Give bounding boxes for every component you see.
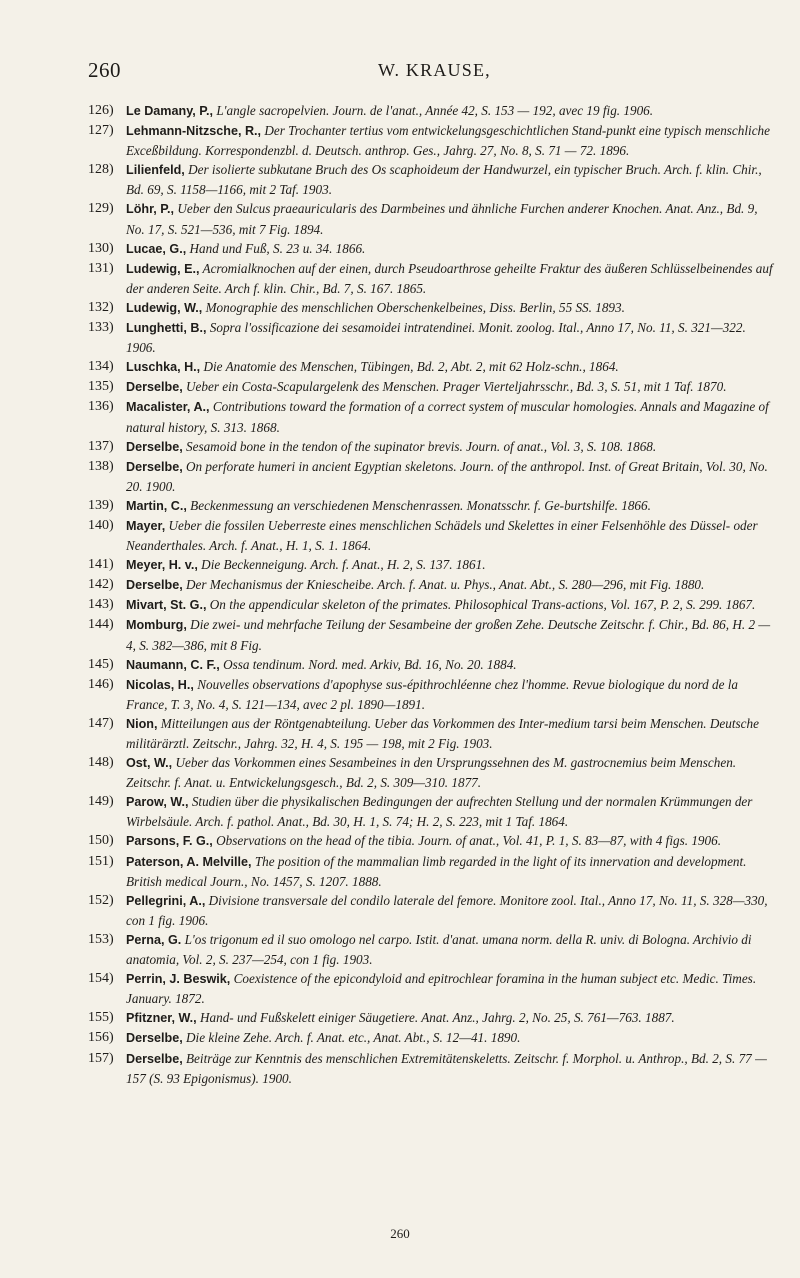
running-title: W. KRAUSE, xyxy=(378,60,491,80)
bibliography-entry xyxy=(88,555,778,575)
entry-number: 133) xyxy=(88,320,114,336)
entry-reference: Acromialknochen auf der einen, durch Pseudoarthrose geheilte Fraktur des äußeren Schlüsselbeinendes auf der anderen Seite. Arch f. klin. Chir., Bd. 7, S. 167. 1865. xyxy=(126,260,773,296)
bibliography-entry xyxy=(88,516,778,555)
entry-author: Derselbe, xyxy=(126,578,183,593)
entry-author: Nion, xyxy=(126,716,158,731)
bibliography-entry xyxy=(88,891,778,930)
entry-number: 146) xyxy=(88,676,114,692)
entry-number: 144) xyxy=(88,617,114,633)
bibliography-entry xyxy=(88,298,778,318)
entry-number: 140) xyxy=(88,517,114,533)
entry-number: 128) xyxy=(88,162,114,178)
entry-number: 130) xyxy=(88,240,114,256)
bibliography-entry xyxy=(88,930,778,969)
entry-reference: Ueber ein Costa-Scapulargelenk des Menschen. Prager Vierteljahrsschr., Bd. 3, S. 51, mit 1 Taf. 1870. xyxy=(182,379,727,395)
entry-author: Macalister, A., xyxy=(126,400,210,415)
bibliography-entry xyxy=(88,377,778,397)
entry-number: 137) xyxy=(88,438,114,454)
entry-number: 156) xyxy=(88,1030,114,1046)
bibliography-entry xyxy=(88,575,778,595)
entry-author: Lilienfeld, xyxy=(126,163,185,178)
entry-number: 127) xyxy=(88,123,114,139)
entry-reference: Divisione transversale del condilo laterale del femore. Monitore zool. Ital., Anno 17, No. 11, S. 328—330, con 1 fig. 1906. xyxy=(126,892,768,928)
entry-reference: Die Anatomie des Menschen, Tübingen, Bd. 2, Abt. 2, mit 62 Holz-schn., 1864. xyxy=(200,359,619,375)
entry-number: 134) xyxy=(88,359,114,375)
entry-author: Perna, G. xyxy=(126,932,182,947)
page-number: 260 xyxy=(88,58,121,82)
entry-author: Meyer, H. v., xyxy=(126,558,198,573)
entry-author: Momburg, xyxy=(126,618,187,633)
entry-reference: Die Beckenneigung. Arch. f. Anat., H. 2, S. 137. 1861. xyxy=(197,557,486,573)
entry-author: Parsons, F. G., xyxy=(126,834,213,849)
entry-reference: Die kleine Zehe. Arch. f. Anat. etc., Anat. Abt., S. 12—41. 1890. xyxy=(182,1030,521,1046)
entry-author: Paterson, A. Melville, xyxy=(126,854,252,869)
entry-number: 132) xyxy=(88,299,114,315)
entry-number: 147) xyxy=(88,715,114,731)
bibliography-entry xyxy=(88,357,778,377)
entry-reference: Der Trochanter tertius vom entwickelungsgeschichtlichen Stand-punkt eine typisch menschliche Exceßbildung. Korrespondenzbl. d. Deutsch. anthrop. Ges., Jahrg. 27, No. 8, S. 71 — 72. 1896. xyxy=(126,123,770,159)
entry-author: Pfitzner, W., xyxy=(126,1011,197,1026)
entry-number: 142) xyxy=(88,577,114,593)
entry-author: Derselbe, xyxy=(126,1051,183,1066)
bibliography-entry xyxy=(88,969,778,1008)
bibliography-entry xyxy=(88,615,778,654)
bibliography-entry xyxy=(88,655,778,675)
entry-reference: Mitteilungen aus der Röntgenabteilung. Ueber das Vorkommen des Inter-medium tarsi beim Menschen. Deutsche militärärztl. Zeitschr., Jahrg. 32, H. 4, S. 195 — 198, mit 2 Fig. 1903. xyxy=(126,715,759,751)
entry-author: Naumann, C. F., xyxy=(126,657,220,672)
entry-number: 145) xyxy=(88,656,114,672)
entry-reference: On the appendicular skeleton of the primates. Philosophical Trans-actions, Vol. 167, P. 2, S. 299. 1867. xyxy=(206,597,756,613)
bibliography-entry xyxy=(88,1008,778,1028)
entry-number: 139) xyxy=(88,497,114,513)
entry-number: 135) xyxy=(88,379,114,395)
entry-reference: Studien über die physikalischen Bedingungen der aufrechten Stellung und der normalen Krümmungen der Wirbelsäule. Arch. f. pathol. Anat., Bd. 30, H. 1, S. 74; H. 2, S. 223, mit 1 Taf. 1864. xyxy=(126,794,753,830)
entry-reference: Ueber das Vorkommen eines Sesambeines in den Ursprungssehnen des M. gastrocnemius beim Menschen. Zeitschr. f. Anat. u. Entwickelungsgesch., Bd. 2, S. 309—310. 1877. xyxy=(126,755,737,791)
entry-number: 143) xyxy=(88,597,114,613)
bibliography-entry xyxy=(88,1049,778,1088)
bibliography-entry xyxy=(88,259,778,298)
entry-author: Mayer, xyxy=(126,518,166,533)
bibliography-entry xyxy=(88,595,778,615)
entry-number: 152) xyxy=(88,892,114,908)
entry-reference: Sesamoid bone in the tendon of the supinator brevis. Journ. of anat., Vol. 3, S. 108. 1868. xyxy=(182,438,657,454)
entry-reference: Hand- und Fußskelett einiger Säugetiere. Anat. Anz., Jahrg. 2, No. 25, S. 761—763. 1887. xyxy=(196,1010,675,1026)
bibliography-entry xyxy=(88,318,778,357)
entry-author: Derselbe, xyxy=(126,1031,183,1046)
page-header xyxy=(88,58,768,86)
entry-reference: Monographie des menschlichen Oberschenkelbeines, Diss. Berlin, 55 SS. 1893. xyxy=(202,299,625,315)
bibliography-entry xyxy=(88,714,778,753)
entry-author: Lehmann-Nitzsche, R., xyxy=(126,124,262,139)
bibliography-entry xyxy=(88,239,778,259)
entry-author: Lucae, G., xyxy=(126,241,187,256)
entry-number: 149) xyxy=(88,794,114,810)
entry-reference: Ueber die fossilen Ueberreste eines menschlichen Schädels und Skelettes in einer Felsenhöhle des Düssel- oder Neanderthales. Arch. f. Anat., H. 1, S. 1. 1864. xyxy=(126,517,758,554)
entry-reference: Contributions toward the formation of a correct system of muscular homologies. Annals and Magazine of natural history, S. 313. 1868. xyxy=(126,399,769,435)
entry-number: 131) xyxy=(88,260,114,276)
bibliography-entry xyxy=(88,199,778,238)
bibliography-entry xyxy=(88,496,778,516)
bibliography-list xyxy=(88,101,778,1088)
entry-reference: Ueber den Sulcus praeauricularis des Darmbeines und ähnliche Furchen anderer Knochen. Anat. Anz., Bd. 9, No. 17, S. 521—536, mit 7 Fig. 1894. xyxy=(126,201,758,237)
entry-number: 157) xyxy=(88,1050,114,1066)
bibliography-entry xyxy=(88,437,778,457)
entry-reference: Sopra l'ossificazione dei sesamoidei intratendinei. Monit. zoolog. Ital., Anno 17, No. 11, S. 321—322. 1906. xyxy=(126,320,746,356)
entry-reference: Der isolierte subkutane Bruch des Os scaphoideum der Handwurzel, ein typischer Bruch. Arch. f. klin. Chir., Bd. 69, S. 1158—1166, mit 2 Taf. 1903. xyxy=(126,162,762,198)
entry-reference: L'os trigonum ed il suo omologo nel carpo. Istit. d'anat. umana norm. della R. univ. di Bologna. Archivio di anatomia, Vol. 2, S. 237—254, con 1 fig. 1903. xyxy=(126,931,752,968)
bibliography-entry xyxy=(88,852,778,891)
entry-reference: Hand und Fuß, S. 23 u. 34. 1866. xyxy=(186,240,366,256)
entry-number: 138) xyxy=(88,458,114,474)
entry-author: Lunghetti, B., xyxy=(126,321,207,336)
entry-reference: Nouvelles observations d'apophyse sus-épithrochléenne chez l'homme. Revue biologique du nord de la France, T. 3, No. 4, S. 121—134, avec 2 pl. 1890—1891. xyxy=(126,676,739,712)
entry-reference: Observations on the head of the tibia. Journ. of anat., Vol. 41, P. 1, S. 83—87, with 4 figs. 1906. xyxy=(212,833,721,849)
entry-number: 126) xyxy=(88,103,114,118)
entry-reference: Ossa tendinum. Nord. med. Arkiv, Bd. 16, No. 20. 1884. xyxy=(219,656,517,672)
bibliography-entry xyxy=(88,121,778,160)
bibliography-entry xyxy=(88,457,778,496)
entry-author: Ludewig, E., xyxy=(126,261,200,276)
entry-reference: Beiträge zur Kenntnis des menschlichen Extremitätenskeletts. Zeitschr. f. Morphol. u. Anthrop., Bd. 2, S. 77 — 157 (S. 93 Epigonismus). 1900. xyxy=(126,1050,767,1086)
entry-author: Derselbe, xyxy=(126,380,183,395)
bibliography-entry xyxy=(88,1028,778,1048)
entry-author: Martin, C., xyxy=(126,498,187,513)
entry-reference: L'angle sacropelvien. Journ. de l'anat., Année 42, S. 153 — 192, avec 19 fig. 1906. xyxy=(213,103,654,118)
entry-reference: Der Mechanismus der Kniescheibe. Arch. f. Anat. u. Phys., Anat. Abt., S. 280—296, mit Fig. 1880. xyxy=(182,577,705,593)
footer-page-number: 260 xyxy=(390,1226,410,1241)
entry-reference: Coexistence of the epicondyloid and epitrochlear foramina in the human subject etc. Medic. Times. January. 1872. xyxy=(126,971,757,1007)
entry-number: 148) xyxy=(88,755,114,771)
entry-author: Ost, W., xyxy=(126,756,173,771)
entry-number: 154) xyxy=(88,971,114,987)
entry-author: Nicolas, H., xyxy=(126,677,194,692)
entry-reference: Die zwei- und mehrfache Teilung der Sesambeine der großen Zehe. Deutsche Zeitschr. f. Chir., Bd. 86, H. 2 — 4, S. 382—386, mit 8 Fig. xyxy=(126,617,771,653)
entry-number: 150) xyxy=(88,833,114,849)
entry-author: Pellegrini, A., xyxy=(126,893,206,908)
bibliography-entry xyxy=(88,675,778,714)
entry-author: Löhr, P., xyxy=(126,202,175,217)
entry-reference: The position of the mammalian limb regarded in the light of its innervation and development. British medical Journ., No. 1457, S. 1207. 1888. xyxy=(126,853,747,889)
entry-author: Mivart, St. G., xyxy=(126,598,207,613)
bibliography-entry xyxy=(88,831,778,851)
entry-number: 141) xyxy=(88,557,114,573)
bibliography-entry xyxy=(88,160,778,199)
bibliography-entry xyxy=(88,792,778,831)
entry-reference: On perforate humeri in ancient Egyptian skeletons. Journ. of the anthropol. Inst. of Great Britain, Vol. 30, No. 20. 1900. xyxy=(126,458,768,494)
entry-author: Parow, W., xyxy=(126,795,189,810)
entry-author: Derselbe, xyxy=(126,459,183,474)
entry-author: Ludewig, W., xyxy=(126,300,203,315)
entry-number: 151) xyxy=(88,853,114,869)
entry-author: Luschka, H., xyxy=(126,360,201,375)
bibliography-entry xyxy=(88,397,778,436)
entry-number: 155) xyxy=(88,1010,114,1026)
bibliography-entry xyxy=(88,753,778,792)
bibliography-entry xyxy=(88,101,778,121)
entry-number: 129) xyxy=(88,201,114,217)
entry-number: 153) xyxy=(88,931,114,947)
entry-author: Le Damany, P., xyxy=(126,104,214,118)
entry-reference: Beckenmessung an verschiedenen Menschenrassen. Monatsschr. f. Ge-burtshilfe. 1866. xyxy=(186,497,651,513)
entry-author: Perrin, J. Beswik, xyxy=(126,972,231,987)
entry-author: Derselbe, xyxy=(126,439,183,454)
entry-number: 136) xyxy=(88,399,114,415)
